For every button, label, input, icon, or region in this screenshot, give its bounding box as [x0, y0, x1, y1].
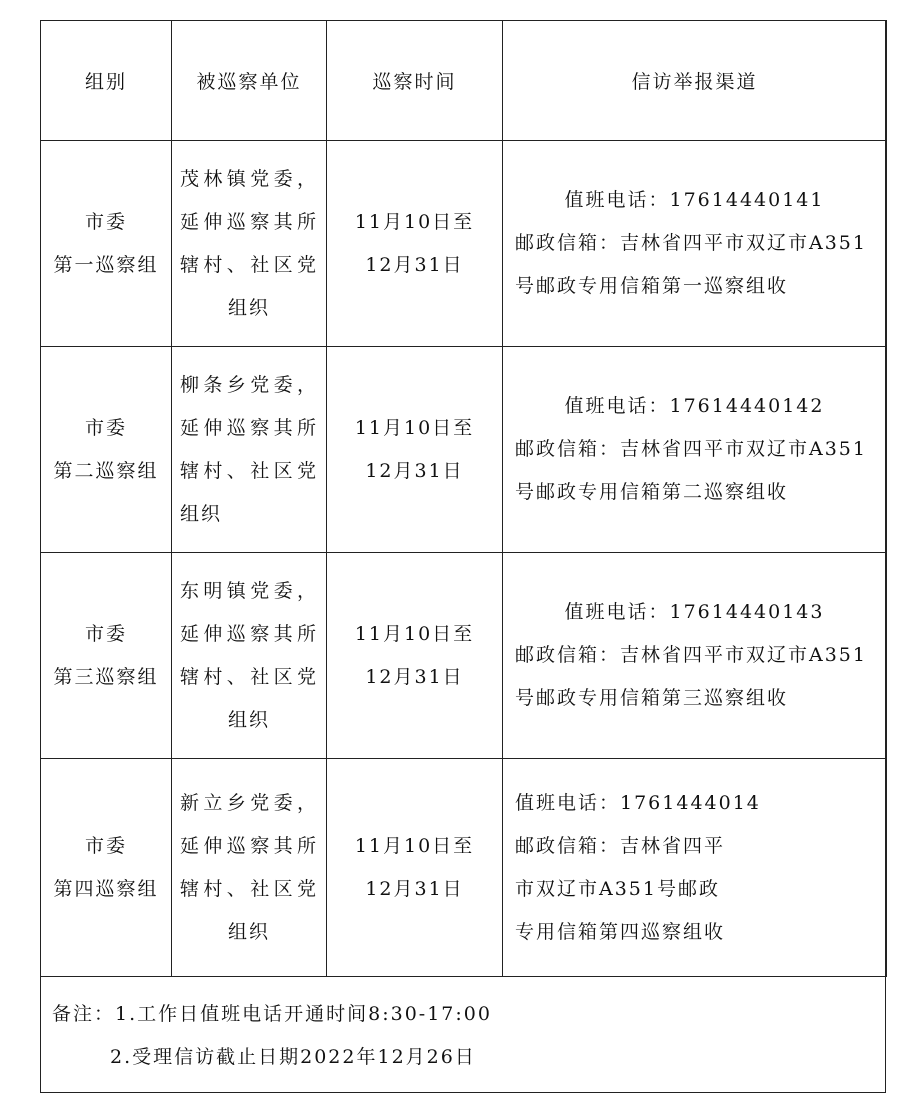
time-line: 11月10日至 — [354, 622, 475, 645]
group-cell — [41, 141, 172, 347]
channel-cell — [503, 759, 887, 977]
group-line: 第三巡察组 — [53, 665, 159, 688]
time-line: 12月31日 — [365, 665, 464, 688]
group-line: 市委 — [84, 834, 127, 857]
inspection-table — [40, 20, 887, 977]
phone-line: 值班电话：17614440141 — [564, 189, 825, 211]
unit-line: 辖村、社区党 — [180, 877, 318, 900]
mailbox-line: 市双辽市A351号邮政 — [515, 877, 720, 900]
group-cell — [41, 759, 172, 977]
header-time: 巡察时间 — [327, 21, 503, 141]
group-line: 市委 — [84, 622, 127, 645]
table-row — [41, 347, 887, 553]
channel-cell — [503, 553, 887, 759]
group-cell — [41, 553, 172, 759]
unit-line: 延伸巡察其所 — [180, 416, 318, 439]
mailbox-line: 邮政信箱：吉林省四平市双辽市A351 — [515, 644, 867, 666]
mailbox-line: 专用信箱第四巡察组收 — [515, 920, 726, 943]
table-header-row — [41, 21, 887, 141]
unit-line: 延伸巡察其所 — [180, 210, 318, 233]
unit-line: 延伸巡察其所 — [180, 834, 318, 857]
group-line: 第四巡察组 — [53, 877, 159, 900]
time-cell — [327, 347, 503, 553]
mailbox-line: 号邮政专用信箱第二巡察组收 — [515, 481, 789, 503]
table-row — [41, 759, 887, 977]
unit-line: 东明镇党委， — [180, 579, 318, 602]
time-cell — [327, 759, 503, 977]
unit-line: 组织 — [227, 296, 270, 319]
unit-line: 延伸巡察其所 — [180, 622, 318, 645]
table-row — [41, 553, 887, 759]
time-line: 11月10日至 — [354, 834, 475, 857]
note-line-2: 2.受理信访截止日期2022年12月26日 — [110, 1046, 476, 1068]
time-cell — [327, 553, 503, 759]
header-group: 组别 — [41, 21, 172, 141]
mailbox-line: 号邮政专用信箱第三巡察组收 — [515, 687, 789, 709]
unit-line: 辖村、社区党 — [180, 253, 318, 276]
unit-cell — [172, 347, 327, 553]
mailbox-line: 邮政信箱：吉林省四平市双辽市A351 — [515, 232, 867, 254]
time-line: 12月31日 — [365, 459, 464, 482]
unit-line: 组织 — [227, 920, 270, 943]
unit-line: 组织 — [227, 708, 270, 731]
time-line: 11月10日至 — [354, 210, 475, 233]
unit-line: 柳条乡党委， — [180, 373, 318, 396]
mailbox-line: 邮政信箱：吉林省四平市双辽市A351 — [515, 438, 867, 460]
group-line: 第一巡察组 — [53, 253, 159, 276]
unit-line: 新立乡党委， — [180, 791, 318, 814]
unit-cell — [172, 141, 327, 347]
unit-cell — [172, 759, 327, 977]
mailbox-line: 号邮政专用信箱第一巡察组收 — [515, 275, 789, 297]
channel-cell — [503, 347, 887, 553]
header-unit: 被巡察单位 — [172, 21, 327, 141]
phone-line: 值班电话：17614440142 — [564, 395, 825, 417]
time-line: 12月31日 — [365, 253, 464, 276]
time-line: 11月10日至 — [354, 416, 475, 439]
group-cell — [41, 347, 172, 553]
table-row — [41, 141, 887, 347]
notes-section — [40, 977, 886, 1093]
group-line: 市委 — [84, 210, 127, 233]
unit-line: 辖村、社区党 — [180, 665, 318, 688]
mailbox-line: 邮政信箱：吉林省四平 — [515, 834, 726, 857]
phone-line: 值班电话：1761444014 — [515, 791, 761, 814]
time-cell — [327, 141, 503, 347]
unit-line: 组织 — [180, 502, 223, 525]
group-line: 市委 — [84, 416, 127, 439]
phone-line: 值班电话：17614440143 — [564, 601, 825, 623]
channel-cell — [503, 141, 887, 347]
header-channel: 信访举报渠道 — [503, 21, 887, 141]
group-line: 第二巡察组 — [53, 459, 159, 482]
unit-line: 辖村、社区党 — [180, 459, 318, 482]
unit-cell — [172, 553, 327, 759]
unit-line: 茂林镇党委， — [180, 167, 318, 190]
note-line-1: 备注：1.工作日值班电话开通时间8:30-17:00 — [52, 1003, 492, 1025]
time-line: 12月31日 — [365, 877, 464, 900]
